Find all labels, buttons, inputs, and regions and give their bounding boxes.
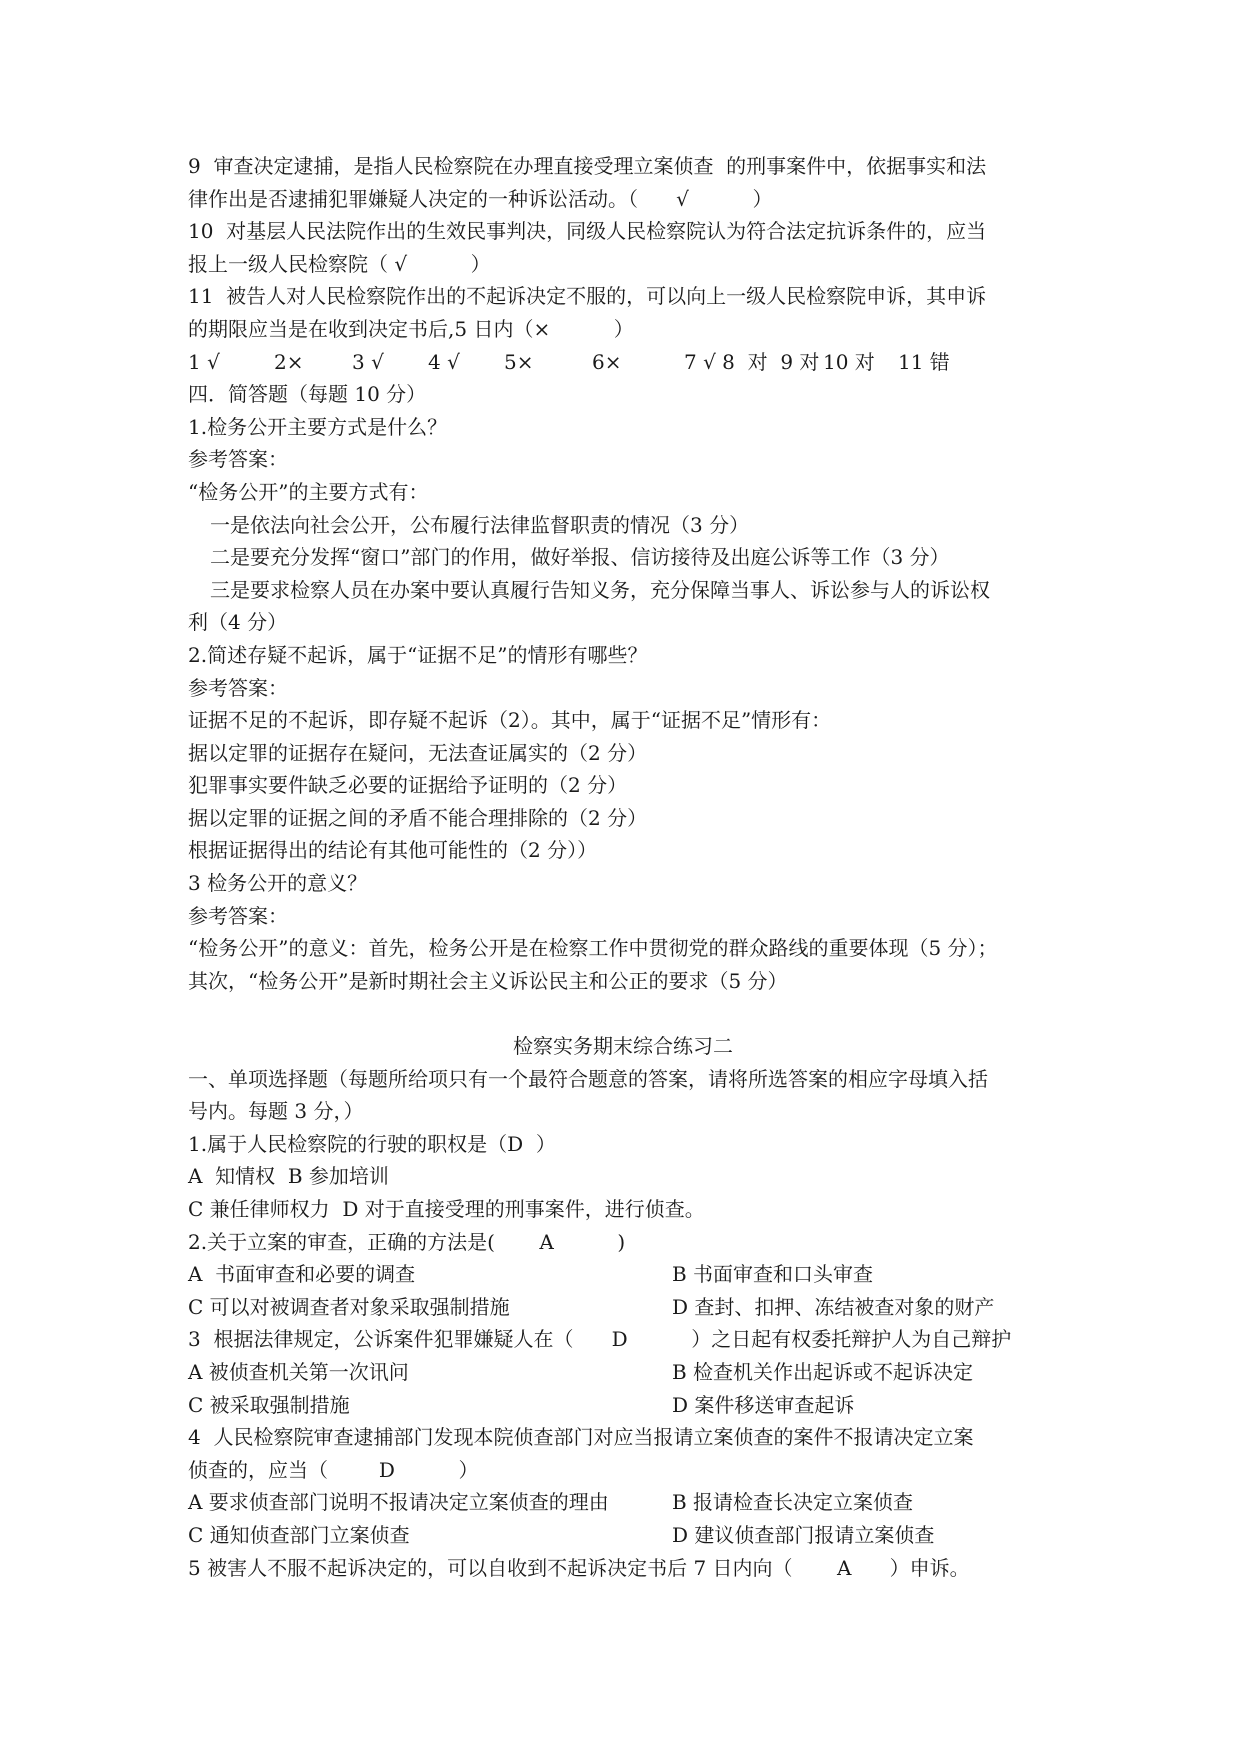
answer-point: 据以定罪的证据存在疑问，无法查证属实的（2 分） — [188, 740, 648, 765]
judge-q9-line1: 9 审查决定逮捕，是指人民检察院在办理直接受理立案侦查 的刑事案件中，依据事实和法 — [188, 154, 987, 178]
mc-options-row — [188, 1389, 1058, 1422]
answer-key-item: 1 √ — [188, 349, 220, 374]
document-page — [188, 150, 1058, 1584]
spacer — [188, 997, 1058, 1030]
section-title: 四．简答题（每题 10 分） — [188, 382, 427, 407]
mc-option-d: D 查封、扣押、冻结被查对象的财产 — [672, 1294, 995, 1319]
mc-question-4-cont: 侦查的，应当（ D ） — [188, 1457, 479, 1482]
answer-key-item: 4 √ — [428, 349, 460, 374]
answer-point: 据以定罪的证据之间的矛盾不能合理排除的（2 分） — [188, 805, 648, 830]
answer-key-item: 7 √ 8 对 9 对 — [684, 349, 820, 374]
answer-key-item: 3 √ — [352, 349, 384, 374]
answer-point: 犯罪事实要件缺乏必要的证据给予证明的（2 分） — [188, 773, 628, 798]
mc-option-a: A 要求侦查部门说明不报请决定立案侦查的理由 — [188, 1490, 609, 1515]
answer-point: 根据证据得出的结论有其他可能性的（2 分）） — [188, 838, 598, 863]
mc-option-c: C 通知侦查部门立案侦查 — [188, 1522, 410, 1547]
mc-question-2: 2.关于立案的审查，正确的方法是( A ) — [188, 1229, 626, 1254]
judge-q9-line2: 律作出是否逮捕犯罪嫌疑人决定的一种诉讼活动。（ √ ） — [188, 186, 773, 211]
mc-option-b: B 书面审查和口头审查 — [672, 1262, 874, 1287]
mc-question-1: 1.属于人民检察院的行驶的职权是（D ） — [188, 1131, 556, 1156]
reference-answer-label: 参考答案： — [188, 675, 288, 700]
answer-point: 一是依法向社会公开，公布履行法律监督职责的情况（3 分） — [210, 512, 750, 537]
section-title: 一、单项选择题（每题所给项只有一个最符合题意的答案，请将所选答案的相应字母填入括 — [188, 1066, 988, 1091]
mc-option-d: D 建议侦查部门报请立案侦查 — [672, 1522, 935, 1547]
mc-options: C 兼任律师权力 D 对于直接受理的刑事案件，进行侦查。 — [188, 1197, 705, 1221]
answer-key-item: 5× — [504, 349, 534, 374]
mc-question-5: 5 被害人不服不起诉决定的，可以自收到不起诉决定书后 7 日内向（ A ）申诉。 — [188, 1555, 970, 1580]
section-title-cont: 号内。每题 3 分，） — [188, 1099, 364, 1124]
judge-q10-line1: 10 对基层人民法院作出的生效民事判决，同级人民检察院认为符合法定抗诉条件的，应当 — [188, 219, 987, 244]
mc-question-4: 4 人民检察院审查逮捕部门发现本院侦查部门对应当报请立案侦查的案件不报请决定立案 — [188, 1425, 974, 1450]
mc-options: A 知情权 B 参加培训 — [188, 1164, 389, 1189]
exam-title: 检察实务期末综合练习二 — [513, 1034, 733, 1059]
judge-q10-line2: 报上一级人民检察院（ √ ） — [188, 251, 491, 276]
answer-key-item: 6× — [592, 349, 622, 374]
judge-q11-line2: 的期限应当是在收到决定书后,5 日内（× ） — [188, 316, 634, 341]
mc-options-row — [188, 1258, 1058, 1291]
mc-option-b: B 报请检查长决定立案侦查 — [672, 1490, 914, 1515]
judge-q11-line1: 11 被告人对人民检察院作出的不起诉决定不服的，可以向上一级人民检察院申诉，其申诉 — [188, 284, 987, 309]
answer-key-item: 11 错 — [898, 349, 950, 374]
mc-options-row — [188, 1519, 1058, 1552]
answer-key-row — [188, 346, 1058, 379]
mc-option-d: D 案件移送审查起诉 — [672, 1392, 855, 1417]
answer-point: 二是要充分发挥“窗口”部门的作用，做好举报、信访接待及出庭公诉等工作（3 分） — [210, 545, 950, 570]
answer-key-item: 10 对 — [823, 349, 875, 374]
answer-key-item: 2× — [274, 349, 304, 374]
answer-intro: 证据不足的不起诉，即存疑不起诉（2）。其中，属于“证据不足”情形有： — [188, 708, 832, 733]
mc-options-row — [188, 1486, 1058, 1519]
answer-point-cont: 利（4 分） — [188, 610, 288, 635]
mc-options-row — [188, 1291, 1058, 1324]
mc-option-a: A 被侦查机关第一次讯问 — [188, 1359, 409, 1384]
answer-text: 其次，“检务公开”是新时期社会主义诉讼民主和公正的要求（5 分） — [188, 968, 788, 993]
mc-question-3: 3 根据法律规定，公诉案件犯罪嫌疑人在（ D ）之日起有权委托辩护人为自己辩护 — [188, 1327, 1012, 1352]
answer-text: “检务公开”的意义：首先，检务公开是在检察工作中贯彻党的群众路线的重要体现（5 分）； — [188, 936, 998, 961]
reference-answer-label: 参考答案： — [188, 903, 288, 928]
mc-option-c: C 被采取强制措施 — [188, 1392, 350, 1417]
mc-option-a: A 书面审查和必要的调查 — [188, 1262, 416, 1287]
answer-point: 三是要求检察人员在办案中要认真履行告知义务，充分保障当事人、诉讼参与人的诉讼权 — [210, 577, 990, 602]
short-question-1: 1.检务公开主要方式是什么？ — [188, 414, 448, 439]
mc-option-c: C 可以对被调查者对象采取强制措施 — [188, 1294, 510, 1319]
short-question-2: 2.简述存疑不起诉，属于“证据不足”的情形有哪些？ — [188, 642, 648, 667]
reference-answer-label: 参考答案： — [188, 447, 288, 472]
mc-options-row — [188, 1356, 1058, 1389]
mc-option-b: B 检查机关作出起诉或不起诉决定 — [672, 1359, 974, 1384]
short-question-3: 3 检务公开的意义？ — [188, 871, 368, 896]
answer-intro: “检务公开”的主要方式有： — [188, 479, 429, 504]
